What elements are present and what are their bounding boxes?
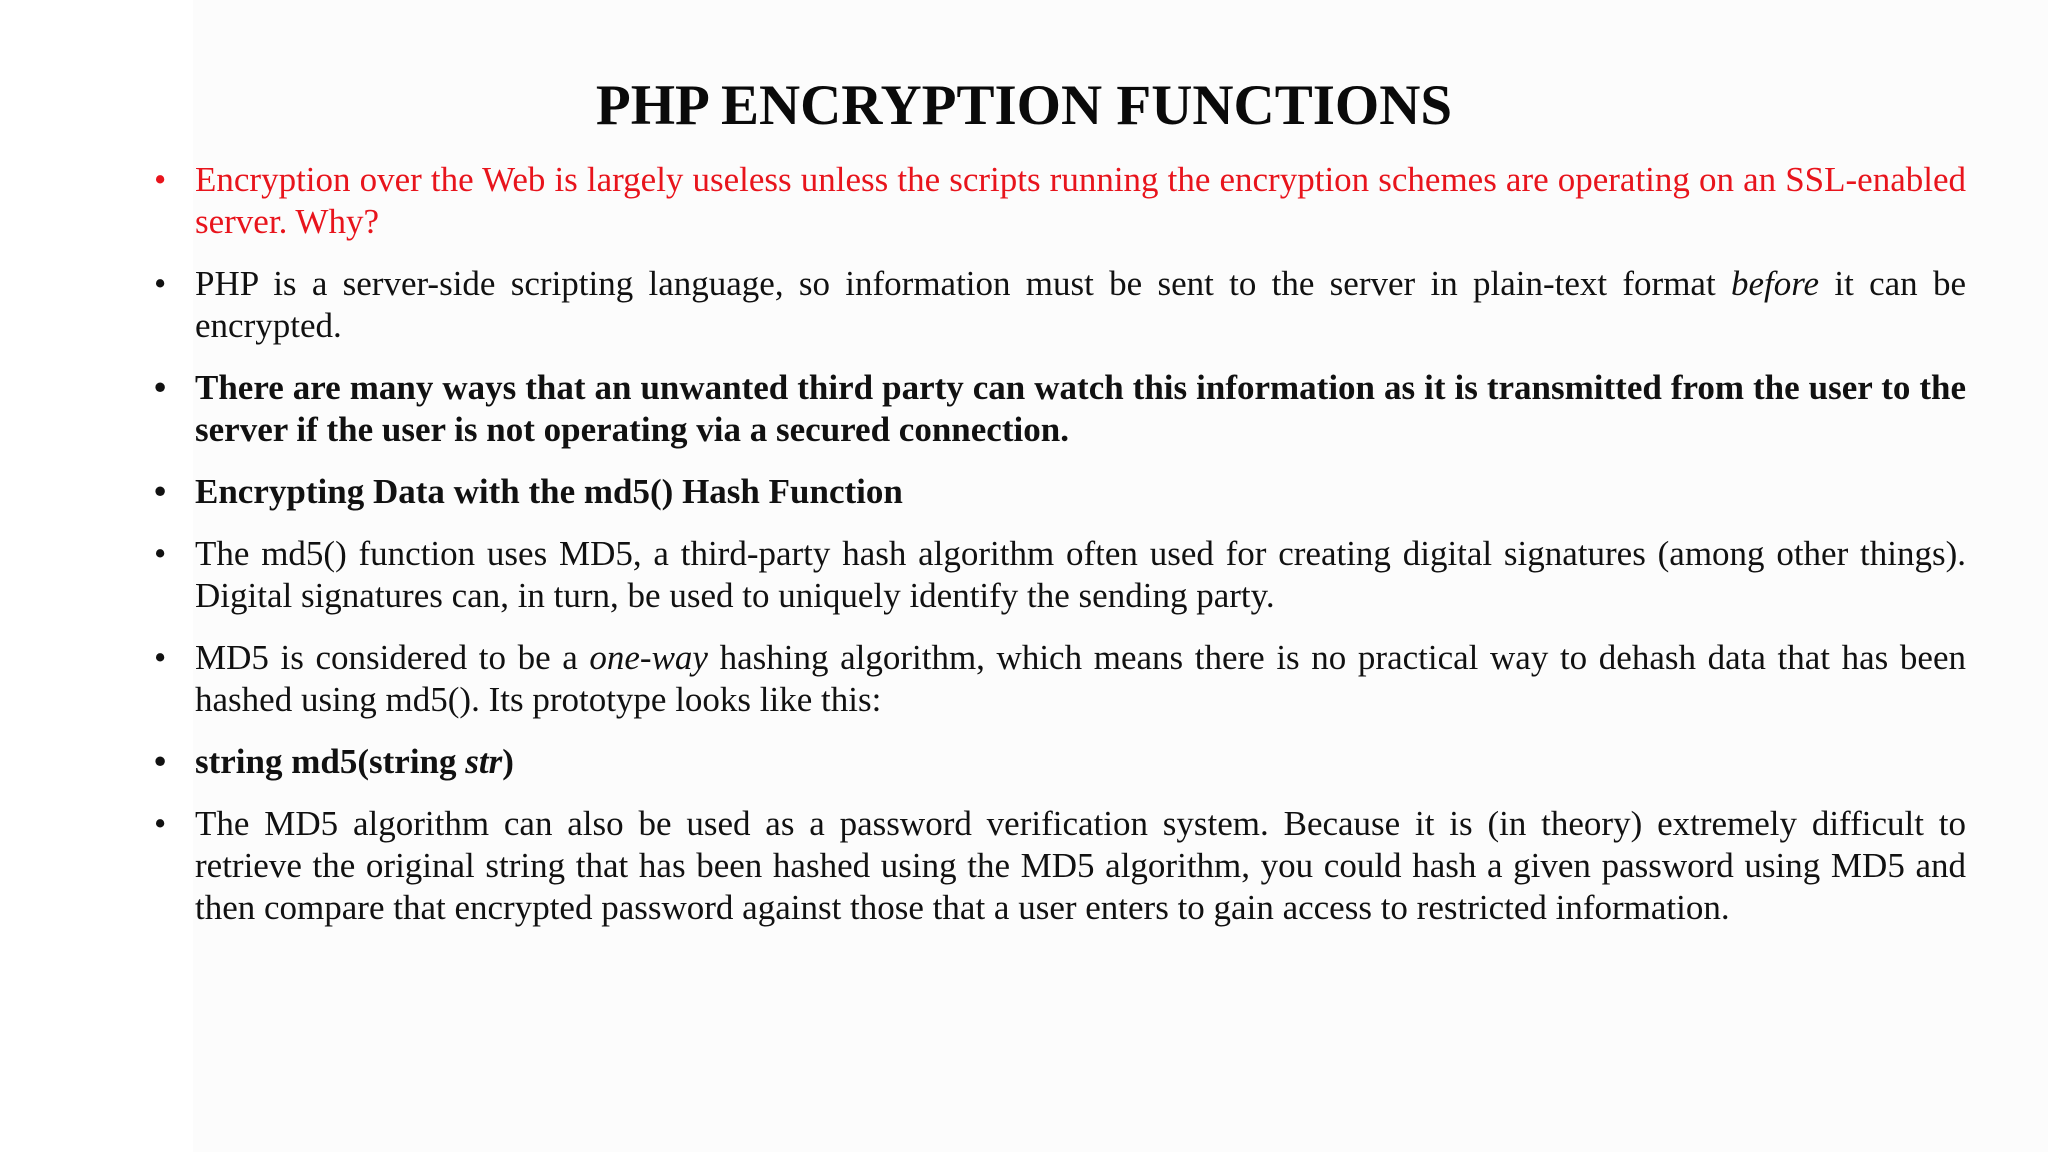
bullet-item (146, 263, 1966, 347)
bullet-marker: • (154, 472, 167, 511)
bullet-list (146, 159, 1966, 949)
bullet-item (146, 471, 1966, 513)
bullet-text: string md5(string (195, 742, 466, 781)
bullet-text: There are many ways that an unwanted third party can watch this information as it is transmitted from the user to the server if the user is not operating via a secured connection. (195, 368, 1966, 449)
bullet-text: Encrypting Data with the md5() Hash Function (195, 472, 903, 511)
bullet-marker: • (154, 638, 167, 677)
bullet-item (146, 741, 1966, 783)
bullet-marker: • (154, 368, 167, 407)
bullet-item (146, 803, 1966, 929)
bullet-marker: • (154, 264, 167, 303)
bullet-text: PHP is a server-side scripting language, so information must be sent to the server in plain-text format (195, 264, 1731, 303)
bullet-marker: • (154, 160, 167, 199)
bullet-emphasis: str (465, 742, 503, 781)
bullet-text: The MD5 algorithm can also be used as a password verification system. Because it is (in theory) extremely difficult to retrieve the original string that has been hashed using the MD5 algorithm, you could hash a given password using MD5 and then compare that encrypted password against those that a user enters to gain access to restricted information. (195, 804, 1966, 927)
bullet-item (146, 637, 1966, 721)
bullet-text: ) (502, 742, 514, 781)
bullet-text: MD5 is considered to be a (195, 638, 590, 677)
bullet-item (146, 159, 1966, 243)
bullet-emphasis: before (1730, 264, 1820, 303)
slide-title: PHP ENCRYPTION FUNCTIONS (595, 74, 1453, 137)
bullet-marker: • (154, 742, 167, 781)
bullet-text: Encryption over the Web is largely useless unless the scripts running the encryption schemes are operating on an SSL-enabled server. Why? (195, 160, 1966, 241)
bullet-text: The md5() function uses MD5, a third-party hash algorithm often used for creating digital signatures (among other things). Digital signatures can, in turn, be used to uniquely identify the sending party. (195, 534, 1966, 615)
bullet-item (146, 533, 1966, 617)
bullet-text: it can be encrypted. (195, 264, 1966, 345)
bullet-marker: • (154, 534, 167, 573)
bullet-marker: • (154, 804, 167, 843)
bullet-emphasis: one-way (589, 638, 708, 677)
bullet-text: hashing algorithm, which means there is no practical way to dehash data that has been hashed using md5(). Its prototype looks like this: (195, 638, 1966, 719)
bullet-item (146, 367, 1966, 451)
